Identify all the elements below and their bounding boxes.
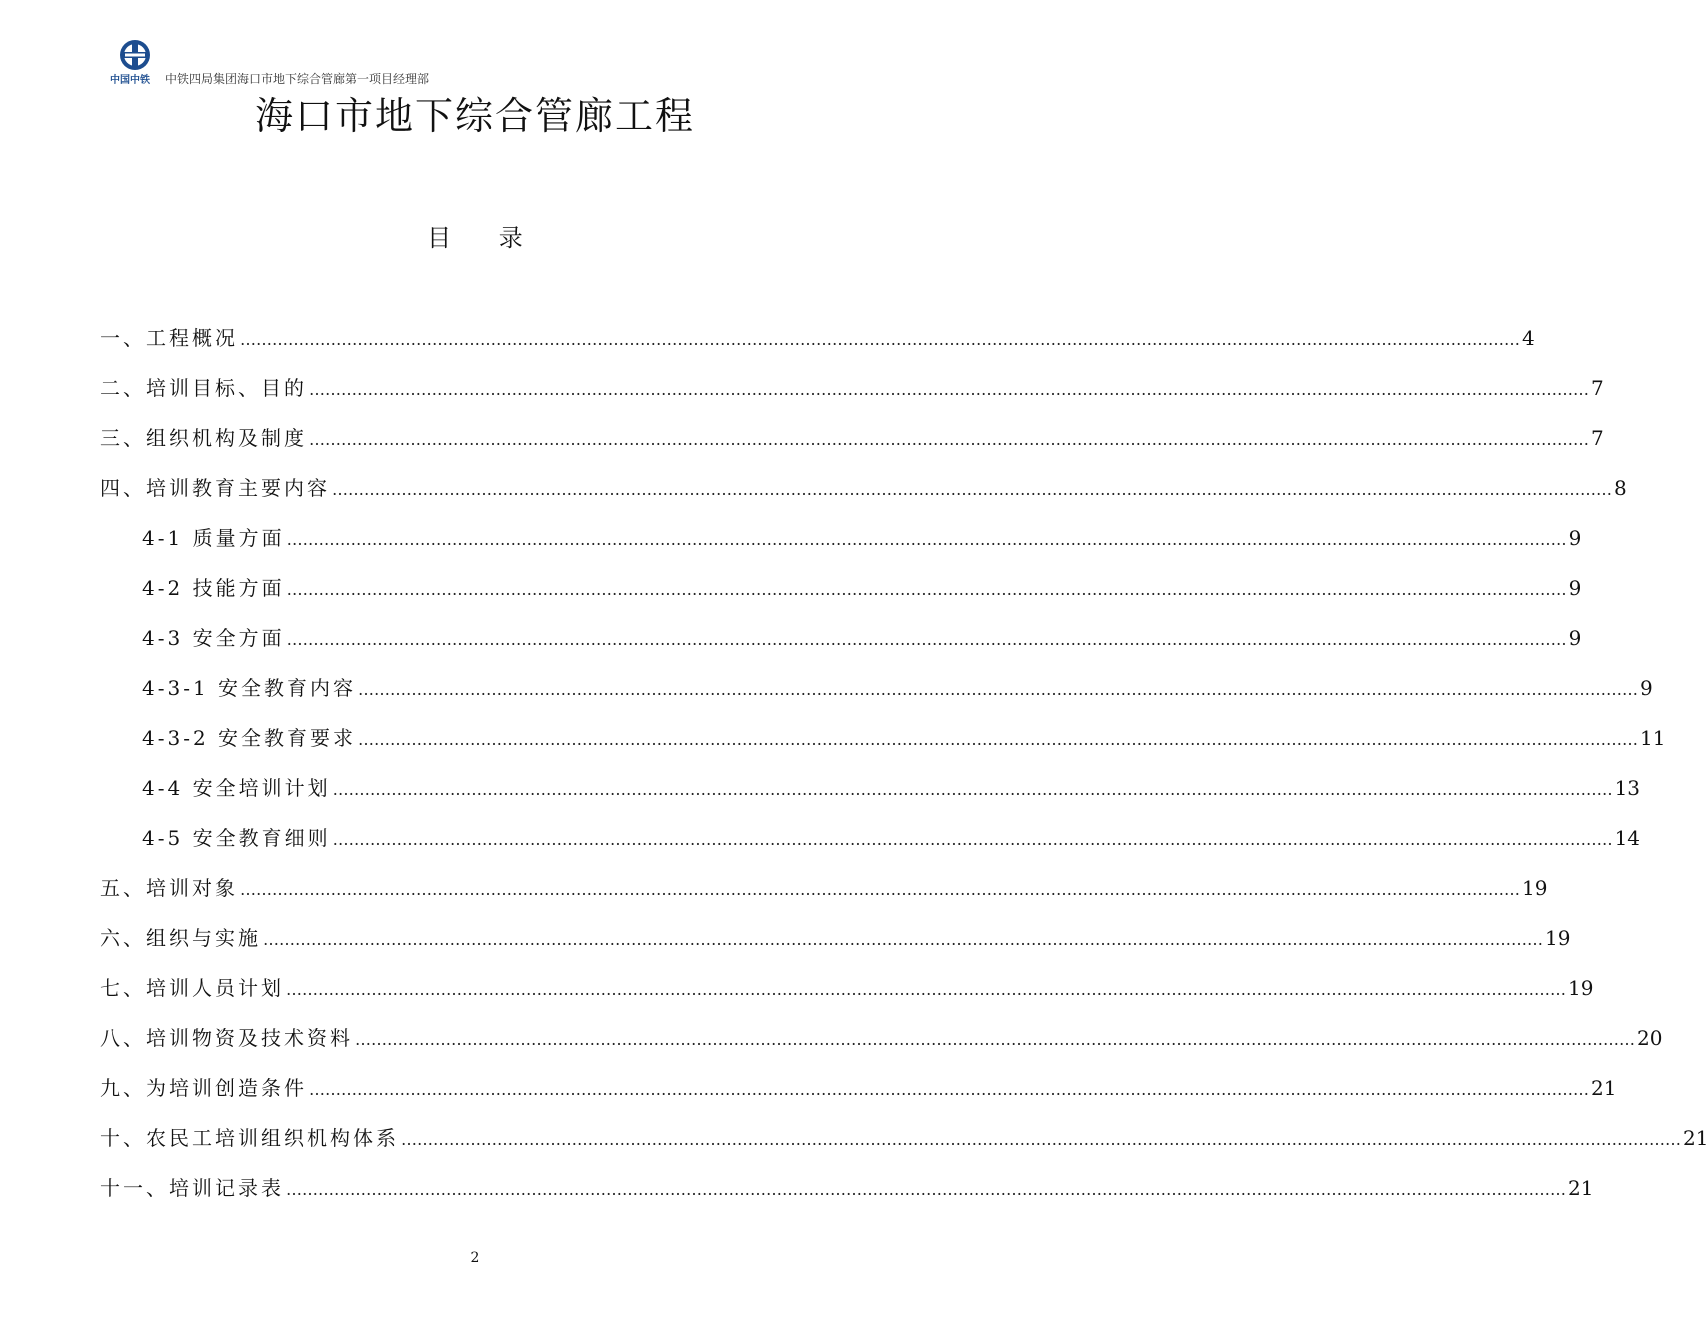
toc-entry-label: 四、培训教育主要内容	[100, 476, 330, 500]
toc-entry-page: 21	[1568, 1176, 1594, 1200]
toc-entry[interactable]	[100, 322, 1535, 372]
toc-entry-page: 19	[1522, 876, 1548, 900]
toc-entry[interactable]	[100, 1172, 1594, 1222]
toc-dot-leader: ……………………………………………………………………………………………………………………………………………………………………………………………………………………	[286, 1180, 1566, 1199]
toc-entry-page: 9	[1640, 676, 1653, 700]
toc-dot-leader: ……………………………………………………………………………………………………………………………………………………………………………………………………………………	[401, 1130, 1681, 1149]
toc-dot-leader: ……………………………………………………………………………………………………………………………………………………………………………………………………………………	[263, 930, 1543, 949]
toc-entry[interactable]	[100, 772, 1641, 822]
toc-entry[interactable]	[100, 1122, 1708, 1172]
toc-entry[interactable]	[100, 922, 1571, 972]
toc-entry-label: 4-3 安全方面	[142, 626, 285, 650]
toc-entry-label: 十、农民工培训组织机构体系	[100, 1126, 399, 1150]
toc-dot-leader: ……………………………………………………………………………………………………………………………………………………………………………………………………………………	[286, 630, 1567, 649]
toc-entry-page: 9	[1568, 576, 1582, 600]
toc-entry[interactable]	[100, 972, 1594, 1022]
toc-entry-page: 8	[1614, 476, 1627, 500]
toc-entry[interactable]	[100, 622, 1582, 672]
toc-entry[interactable]	[100, 422, 1604, 472]
toc-entry[interactable]	[100, 1072, 1617, 1122]
toc-entry-page: 19	[1545, 926, 1571, 950]
page-number: 2	[470, 1250, 480, 1266]
toc-dot-leader: ……………………………………………………………………………………………………………………………………………………………………………………………………………………	[358, 680, 1639, 699]
toc-entry-label: 4-3-2 安全教育要求	[142, 726, 357, 750]
toc-dot-leader: ……………………………………………………………………………………………………………………………………………………………………………………………………………………	[240, 330, 1520, 349]
toc-entry-label: 十一、培训记录表	[100, 1176, 284, 1200]
toc-entry-page: 11	[1640, 726, 1666, 750]
toc-dot-leader: ……………………………………………………………………………………………………………………………………………………………………………………………………………………	[286, 580, 1567, 599]
document-title: 海口市地下综合管廊工程	[254, 94, 695, 138]
toc-entry-page: 13	[1614, 776, 1641, 800]
toc-dot-leader: ……………………………………………………………………………………………………………………………………………………………………………………………………………………	[309, 430, 1589, 449]
toc-dot-leader: ……………………………………………………………………………………………………………………………………………………………………………………………………………………	[309, 1080, 1589, 1099]
toc-entry[interactable]	[100, 872, 1548, 922]
toc-entry-label: 六、组织与实施	[100, 926, 261, 950]
table-of-contents	[100, 322, 1708, 1222]
toc-dot-leader: ……………………………………………………………………………………………………………………………………………………………………………………………………………………	[332, 480, 1612, 499]
toc-entry-page: 14	[1614, 826, 1641, 850]
toc-entry[interactable]	[100, 522, 1582, 572]
toc-entry-page: 7	[1591, 376, 1604, 400]
document-header	[110, 38, 510, 88]
toc-entry[interactable]	[100, 472, 1627, 522]
logo-text: 中国中铁	[110, 75, 150, 86]
toc-entry[interactable]	[100, 822, 1641, 872]
toc-entry[interactable]	[100, 672, 1653, 722]
toc-entry-label: 八、培训物资及技术资料	[100, 1026, 353, 1050]
toc-entry[interactable]	[100, 572, 1582, 622]
toc-entry-label: 4-5 安全教育细则	[142, 826, 331, 850]
toc-entry-label: 一、工程概况	[100, 326, 238, 350]
toc-entry-label: 五、培训对象	[100, 876, 238, 900]
toc-dot-leader: ……………………………………………………………………………………………………………………………………………………………………………………………………………………	[332, 780, 1613, 799]
toc-dot-leader: ……………………………………………………………………………………………………………………………………………………………………………………………………………………	[332, 830, 1613, 849]
toc-entry-page: 21	[1683, 1126, 1708, 1150]
toc-dot-leader: ……………………………………………………………………………………………………………………………………………………………………………………………………………………	[358, 730, 1639, 749]
toc-heading: 目 录	[427, 224, 523, 252]
toc-entry-label: 三、组织机构及制度	[100, 426, 307, 450]
toc-entry-page: 9	[1568, 526, 1582, 550]
toc-entry-label: 4-1 质量方面	[142, 526, 285, 550]
toc-entry[interactable]	[100, 722, 1666, 772]
toc-entry-label: 二、培训目标、目的	[100, 376, 307, 400]
toc-entry-label: 4-4 安全培训计划	[142, 776, 331, 800]
toc-entry-page: 4	[1522, 326, 1535, 350]
toc-entry-label: 4-2 技能方面	[142, 576, 285, 600]
toc-entry-label: 4-3-1 安全教育内容	[142, 676, 357, 700]
toc-entry-page: 19	[1568, 976, 1594, 1000]
toc-entry-page: 20	[1637, 1026, 1663, 1050]
toc-entry-page: 7	[1591, 426, 1604, 450]
toc-entry-label: 九、为培训创造条件	[100, 1076, 307, 1100]
crec-logo	[110, 38, 160, 88]
crec-logo-icon	[113, 38, 157, 72]
toc-dot-leader: ……………………………………………………………………………………………………………………………………………………………………………………………………………………	[286, 980, 1566, 999]
toc-entry[interactable]	[100, 1022, 1663, 1072]
toc-entry-label: 七、培训人员计划	[100, 976, 284, 1000]
toc-entry[interactable]	[100, 372, 1604, 422]
organization-name: 中铁四局集团海口市地下综合管廊第一项目经理部	[165, 72, 430, 86]
toc-dot-leader: ……………………………………………………………………………………………………………………………………………………………………………………………………………………	[355, 1030, 1635, 1049]
toc-entry-page: 21	[1591, 1076, 1617, 1100]
toc-dot-leader: ……………………………………………………………………………………………………………………………………………………………………………………………………………………	[240, 880, 1520, 899]
toc-entry-page: 9	[1568, 626, 1582, 650]
toc-dot-leader: ……………………………………………………………………………………………………………………………………………………………………………………………………………………	[309, 380, 1589, 399]
toc-dot-leader: ……………………………………………………………………………………………………………………………………………………………………………………………………………………	[286, 530, 1567, 549]
